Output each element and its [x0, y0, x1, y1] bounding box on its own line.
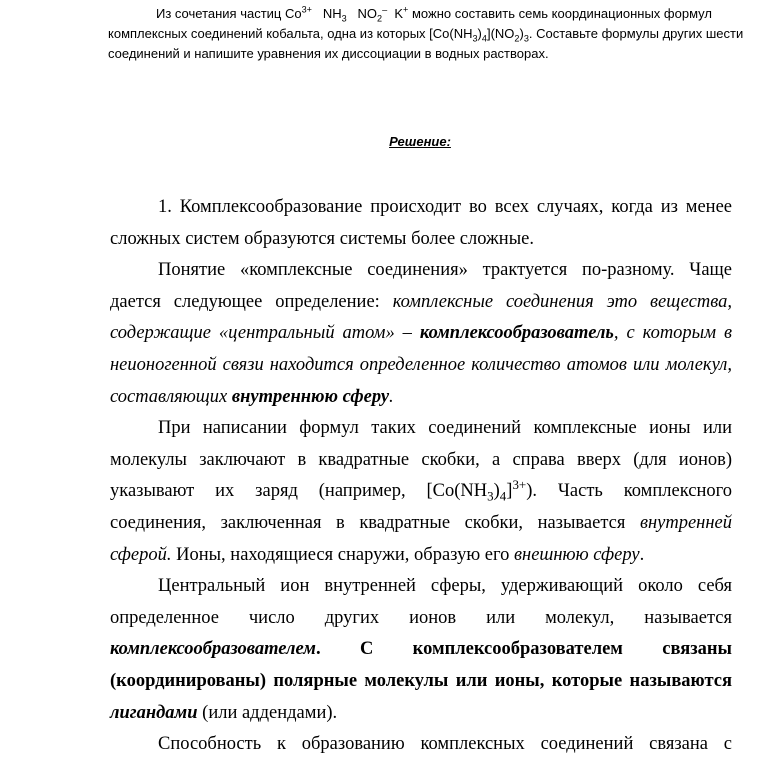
paragraph-text: Центральный ион внутренней сферы, удерживающий около себя определенное число других ионов или молекул, называется [110, 576, 732, 628]
paragraph-text: При написании формул таких соединений комплексные ионы или молекулы заключают в квадратные скобки, а справа вверх (для ионов) указывают их заряд (например, [Co(NH [110, 418, 732, 502]
subscript: 4 [499, 489, 507, 505]
subscript: 3 [523, 33, 529, 44]
charge-superscript: – [382, 4, 388, 15]
charge-superscript: 3+ [512, 477, 527, 493]
italic-definition: , с которым в неионогенной связи находится определенное количество атомов или молекул, составляющих [110, 323, 732, 407]
subscript: 3 [472, 33, 478, 44]
term-complexing-agent: комплексообразователем [110, 639, 316, 660]
paragraph-5: Способность к образованию комплексных соединений связана с [158, 734, 732, 755]
term-complexing-agent: комплексообразователь [419, 323, 614, 344]
paragraph-text: (или аддендами). [197, 702, 338, 723]
paragraph-text: ) [493, 481, 500, 502]
term-inner-sphere: внутренней сферой. [110, 512, 732, 565]
problem-text: можно составить семь координационных формул комплексных соединений кобальта, одна из которых [Co(NH [108, 6, 712, 41]
paragraph-text: Понятие «комплексные соединения» трактуется по-разному. Чаще дается следующее определение: [110, 260, 732, 312]
charge-superscript: 3+ [301, 4, 312, 15]
problem-text: ) [477, 26, 482, 41]
formula-k: K [394, 6, 404, 21]
term-ligands: лигандами [110, 702, 198, 723]
subscript: 4 [481, 33, 487, 44]
paragraph-3 [110, 413, 732, 571]
paragraph-text: . [389, 386, 394, 407]
solution-heading: Решение: [389, 134, 451, 149]
subscript: 2 [377, 13, 383, 24]
problem-statement [108, 4, 748, 64]
term-inner-sphere: внутреннюю сферу [231, 386, 390, 407]
paragraph-text: Ионы, находящиеся снаружи, образую его [171, 544, 514, 565]
subscript: 3 [341, 13, 347, 24]
formula-nh3: NH [322, 6, 342, 21]
problem-text: Из сочетания частиц Co [156, 6, 302, 21]
subscript: 3 [487, 489, 494, 505]
paragraph-text: ] [506, 481, 513, 502]
subscript: 2 [514, 33, 520, 44]
charge-superscript: + [403, 4, 409, 15]
problem-text: ) [519, 26, 524, 41]
paragraph-text: . [639, 544, 645, 565]
solution-body [110, 192, 732, 761]
problem-text: ](NO [486, 26, 515, 41]
paragraph-text: . С комплексообразователем связаны (координированы) полярные молекулы или ионы, которые называются [110, 639, 732, 691]
paragraph-text: ). Часть комплексного соединения, заключенная в квадратные скобки, называется [110, 481, 732, 533]
italic-definition: комплексные соединения это вещества, содержащие «центральный атом» – [110, 291, 733, 344]
term-outer-sphere: внешнюю сферу [513, 544, 640, 565]
problem-text: . Составьте формулы других шести соединений и напишите уравнения их диссоциации в водных растворах. [108, 26, 744, 61]
paragraph-1: 1. Комплексообразование происходит во всех случаях, когда из менее сложных систем образуются системы более сложные. [110, 197, 732, 249]
formula-no2: NO [357, 6, 378, 21]
paragraph-4 [110, 571, 732, 729]
paragraph-2 [110, 255, 732, 413]
